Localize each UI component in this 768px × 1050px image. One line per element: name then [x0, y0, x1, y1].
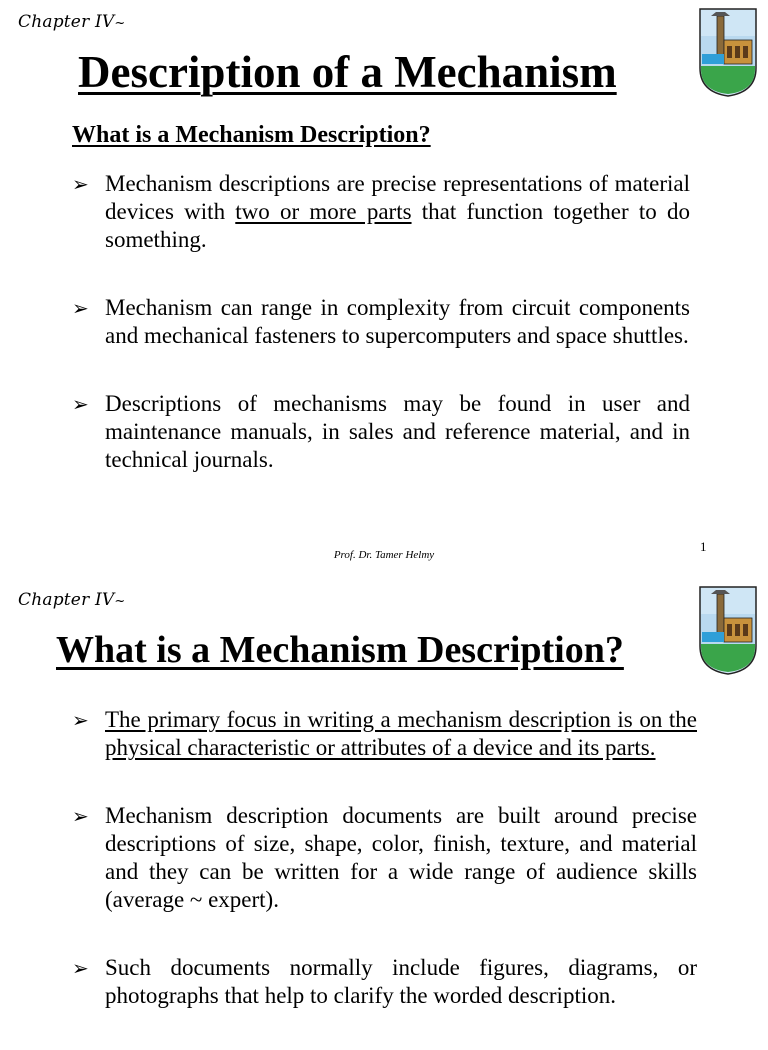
chapter-label: Chapter IV~ [18, 590, 126, 610]
flourish-icon: ~ [114, 16, 126, 31]
arrow-bullet-icon: ➢ [72, 956, 89, 980]
university-emblem-icon [697, 584, 759, 676]
bullet-list [72, 706, 697, 1050]
bullet-item: ➢ Descriptions of mechanisms may be found in user and maintenance manuals, in sales and reference material, and in technical journals. [72, 391, 690, 472]
university-emblem-icon [697, 6, 759, 98]
bullet-item [72, 706, 697, 762]
arrow-bullet-icon: ➢ [72, 296, 89, 320]
underlined-text: two or more parts [235, 199, 412, 224]
slide-title: Description of a Mechanism [78, 47, 617, 97]
arrow-bullet-icon: ➢ [72, 392, 89, 416]
arrow-bullet-icon: ➢ [72, 804, 89, 828]
slide-2 [0, 578, 768, 1024]
bullet-item: ➢ Mechanism description documents are built around precise descriptions of size, shape, color, finish, texture, and material and they can be written for a wide range of audience skills (average ~ expert). [72, 803, 697, 912]
underlined-text: The primary focus in writing a mechanism description is on the physical characteristic or attributes of a device and its parts. [105, 707, 697, 760]
chapter-label: Chapter IV~ [18, 12, 126, 32]
page-number: 1 [700, 539, 707, 554]
slide-subtitle: What is a Mechanism Description? [72, 122, 431, 148]
bullet-list [72, 170, 690, 514]
arrow-bullet-icon: ➢ [72, 172, 89, 196]
bullet-item: ➢ Mechanism descriptions are precise representations of material devices with two or more parts that function together to do something. [72, 171, 690, 252]
bullet-item: ➢ Mechanism can range in complexity from circuit components and mechanical fasteners to supercomputers and space shuttles. [72, 295, 690, 348]
slide-footer: Prof. Dr. Tamer Helmy [333, 549, 435, 561]
flourish-icon: ~ [114, 594, 126, 609]
bullet-item: ➢ Such documents normally include figures, diagrams, or photographs that help to clarify the worded description. [72, 955, 697, 1008]
slide-title: What is a Mechanism Description? [56, 629, 624, 671]
arrow-bullet-icon: ➢ [72, 708, 89, 732]
